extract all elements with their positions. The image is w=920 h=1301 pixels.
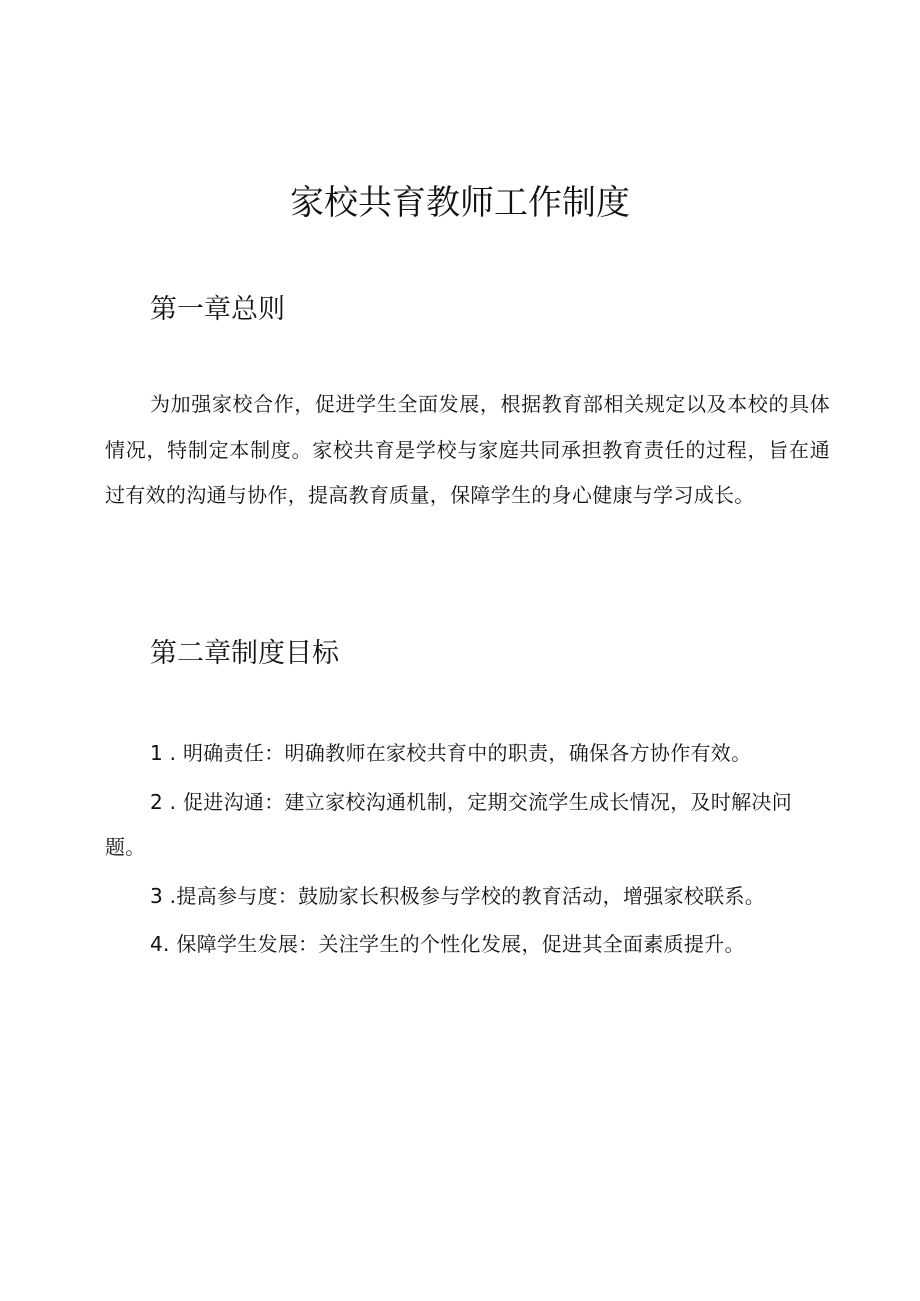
chapter-1-heading: 第一章总则: [150, 294, 285, 325]
goal-item-1: 1 . 明确责任：明确教师在家校共育中的职责，确保各方协作有效。: [150, 741, 752, 765]
chapter-2-heading: 第二章制度目标: [150, 638, 339, 669]
chapter-2-goal-list: [105, 731, 830, 971]
goal-item-4: 4. 保障学生发展：关注学生的个性化发展，促进其全面素质提升。: [150, 932, 745, 956]
document-title: 家校共育教师工作制度: [290, 183, 630, 223]
goal-item-2: 2 . 促进沟通：建立家校沟通机制，定期交流学生成长情况，及时解决问题。: [105, 789, 792, 859]
chapter-1-paragraph: 为加强家校合作，促进学生全面发展，根据教育部相关规定以及本校的具体情况，特制定本制度。家校共育是学校与家庭共同承担教育责任的过程，旨在通过有效的沟通与协作，提高教育质量，保障学生的身心健康与学习成长。: [105, 392, 830, 507]
goal-item-3: 3 .提高参与度：鼓励家长积极参与学校的教育活动，增强家校联系。: [150, 883, 766, 908]
